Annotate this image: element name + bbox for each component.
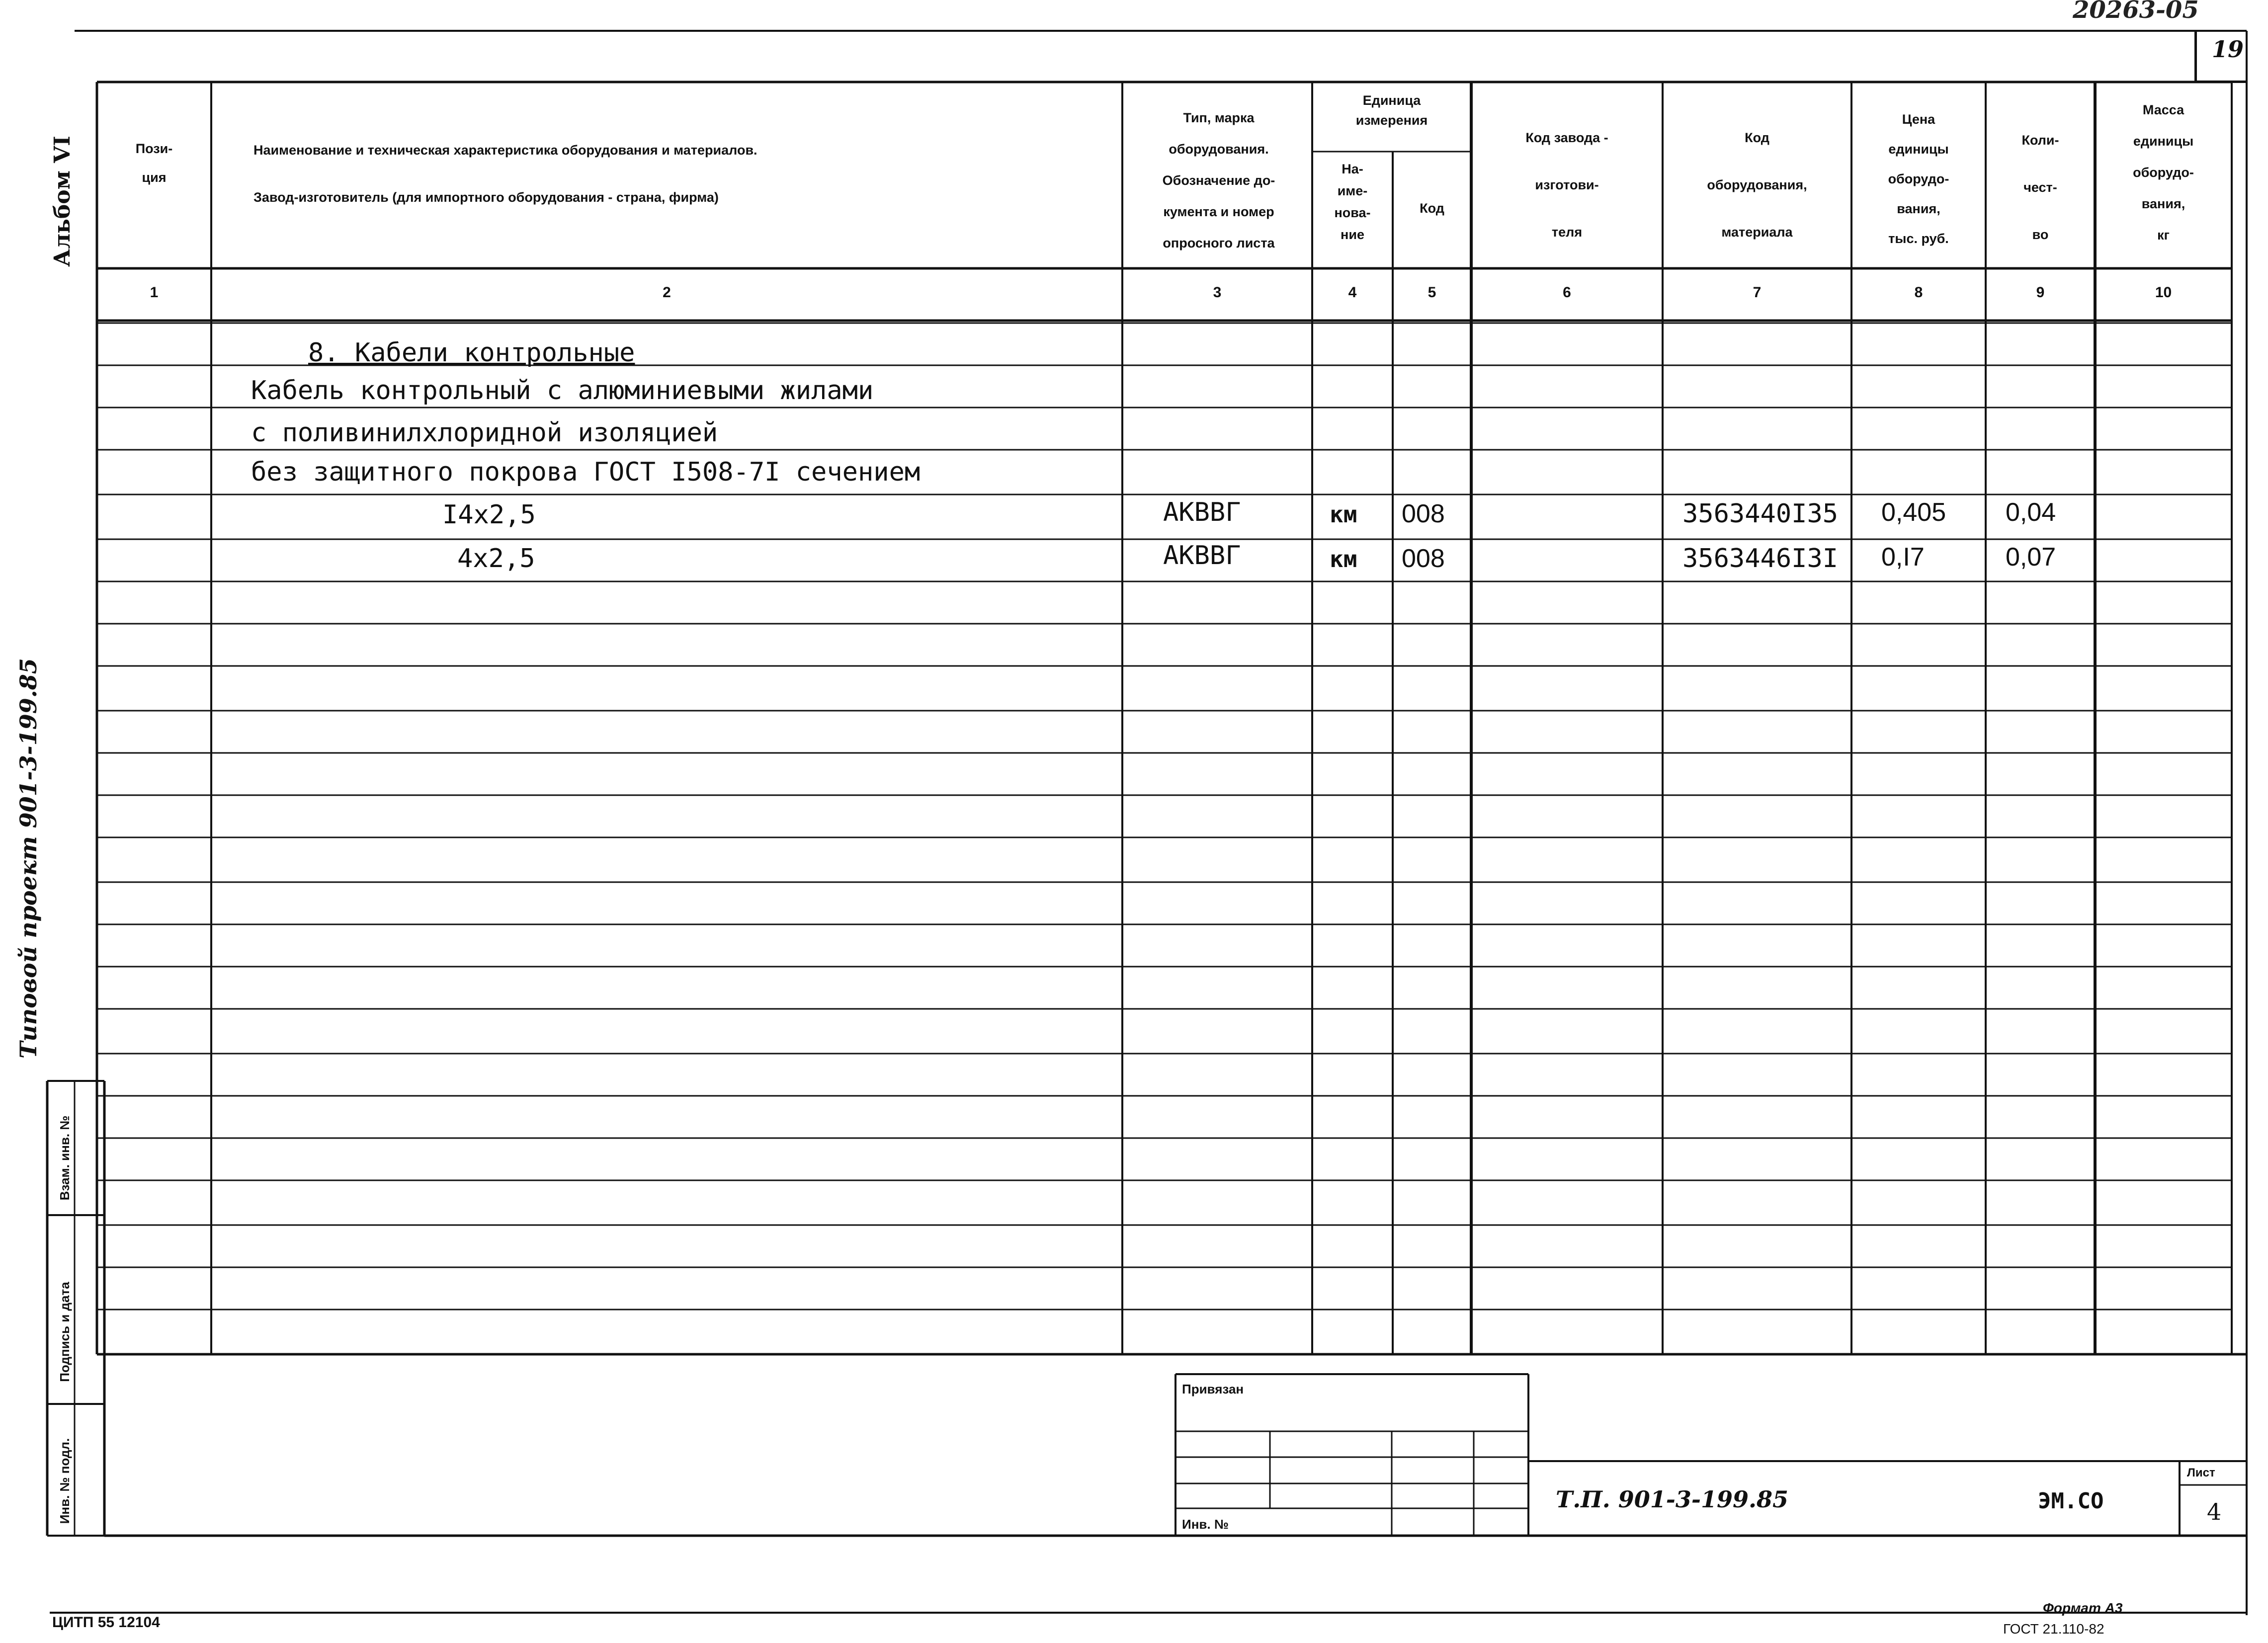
item-quantity: 0,04 [2006, 498, 2056, 527]
header-position: Пози- ция [135, 141, 173, 185]
footer-citp: ЦИТП 55 12104 [52, 1614, 160, 1631]
header-unit-code: Код [1420, 201, 1444, 216]
item-unit: км [1330, 501, 1357, 528]
column-number: 1 [150, 284, 159, 301]
column-number: 6 [1563, 284, 1571, 301]
header-unit-name: На- имe- нова- ние [1334, 162, 1371, 242]
stamp-code: ЭМ.СО [2038, 1488, 2104, 1514]
item-quantity: 0,07 [2006, 543, 2056, 572]
column-number: 10 [2155, 284, 2172, 301]
column-number: 2 [663, 284, 671, 301]
stamp-inv-no: Инв. № [1182, 1517, 1229, 1532]
column-number: 4 [1348, 284, 1357, 301]
item-unit-code: 008 [1402, 499, 1445, 528]
project-label: Типовой проект 901-3-199.85 [15, 658, 42, 1059]
header-name: Наименование и техническая характеристика оборудования и материалов. Завод-изготовитель (для импортного оборудования - страна, фирма) [253, 143, 757, 205]
column-number: 9 [2036, 284, 2045, 301]
description-line-1: Кабель контрольный с алюминиевыми жилами [251, 376, 874, 406]
item-type: АКВВГ [1163, 497, 1241, 527]
item-price: 0,I7 [1881, 543, 1925, 572]
stamp-label-podpis: Подпись и дата [57, 1282, 72, 1382]
footer-gost: ГОСТ 21.110-82 [2003, 1621, 2104, 1637]
header-equipment-code: Код оборудования, материала [1707, 130, 1807, 240]
column-number: 3 [1213, 284, 1222, 301]
header-unit-group: Единица измерения [1355, 93, 1428, 128]
footer-format: Формат А3 [2043, 1600, 2123, 1616]
header-type: Тип, марка оборудования. Обозначение до- кумента и номер опросного листа [1162, 110, 1275, 250]
item-type: АКВВГ [1163, 541, 1241, 571]
item-price: 0,405 [1881, 498, 1946, 527]
column-number: 7 [1753, 284, 1762, 301]
stamp-privyazan: Привязан [1182, 1382, 1244, 1397]
description-line-3: без защитного покрова ГОСТ I508-7I сечением [251, 457, 921, 487]
stamp-sheet-number: 4 [2207, 1498, 2222, 1525]
header-quantity: Коли- чест- во [2021, 133, 2059, 242]
item-equipment-code: 3563446I3I [1682, 544, 1839, 574]
stamp-label-inv: Инв. № подл. [57, 1438, 72, 1524]
item-name: I4x2,5 [442, 500, 536, 530]
column-number: 8 [1914, 284, 1923, 301]
column-number: 5 [1428, 284, 1436, 301]
album-label: Альбом VI [50, 136, 75, 267]
item-unit-code: 008 [1402, 544, 1445, 573]
document-number: 20263-05 [2073, 0, 2199, 24]
header-plant-code: Код завода - изготови- теля [1525, 130, 1608, 240]
description-line-2: с поливинилхлоридной изоляцией [251, 418, 718, 448]
section-title: 8. Кабели контрольные [308, 338, 635, 368]
header-price: Цена единицы оборудо- вания, тыс. руб. [1888, 112, 1949, 246]
stamp-designation: Т.П. 901-3-199.85 [1556, 1486, 1788, 1513]
item-name: 4x2,5 [457, 544, 535, 574]
stamp-label-vzam: Взам. инв. № [57, 1115, 72, 1201]
page-number: 19 [2212, 36, 2244, 63]
header-mass: Масса единицы оборудо- вания, кг [2133, 102, 2194, 243]
stamp-sheet-label: Лист [2187, 1466, 2215, 1479]
item-equipment-code: 3563440I35 [1682, 499, 1839, 529]
item-unit: км [1330, 546, 1357, 573]
